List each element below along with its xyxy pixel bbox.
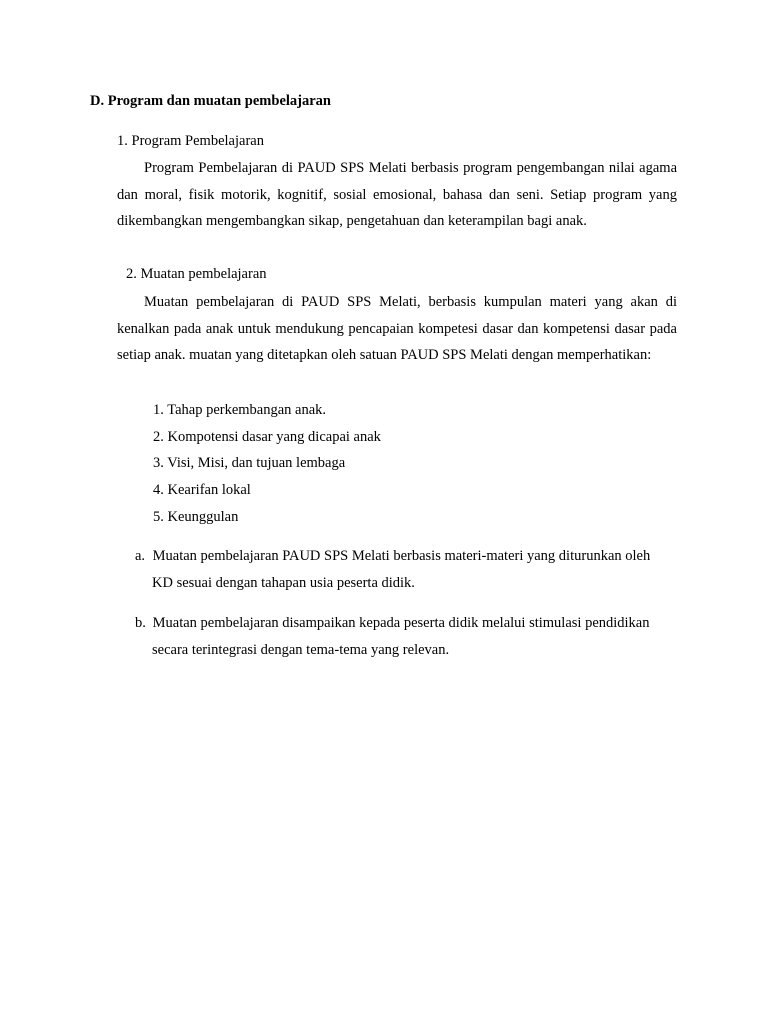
note-b bbox=[135, 610, 677, 663]
section-heading: D. Program dan muatan pembelajaran bbox=[90, 93, 331, 109]
list-item: 3. Visi, Misi, dan tujuan lembaga bbox=[153, 455, 346, 472]
note-marker: b. bbox=[135, 615, 146, 631]
paragraph-program: Program Pembelajaran di PAUD SPS Melati berbasis program pengembangan nilai agama dan moral, fisik motorik, kognitif, sosial emosional, bahasa dan seni. Setiap program yang dikembangkan mengembangkan sikap, pengetahuan dan keterampilan bagi anak. bbox=[117, 160, 677, 230]
note-marker: a. bbox=[135, 548, 146, 564]
note-a bbox=[135, 543, 677, 596]
list-item: 2. Kompotensi dasar yang dicapai anak bbox=[153, 428, 381, 445]
list-item: 5. Keunggulan bbox=[153, 508, 239, 525]
list-item: 4. Kearifan lokal bbox=[153, 482, 251, 499]
note-line-continued: KD sesuai dengan tahapan usia peserta didik. bbox=[152, 574, 415, 591]
note-line-continued: secara terintegrasi dengan tema-tema yang relevan. bbox=[152, 641, 450, 658]
paragraph-muatan: Muatan pembelajaran di PAUD SPS Melati, berbasis kumpulan materi yang akan di kenalkan pada anak untuk mendukung pencapaian kompetesi dasar dan kompetensi dasar pada setiap anak. muatan yang ditetapkan oleh satuan PAUD SPS Melati dengan memperhatikan: bbox=[117, 294, 677, 364]
note-line: Muatan pembelajaran disampaikan kepada peserta didik melalui stimulasi pendidikan bbox=[152, 615, 650, 631]
note-line: Muatan pembelajaran PAUD SPS Melati berbasis materi-materi yang diturunkan oleh bbox=[152, 548, 651, 564]
item-title-muatan: 2. Muatan pembelajaran bbox=[126, 266, 267, 282]
list-item: 1. Tahap perkembangan anak. bbox=[153, 402, 327, 418]
considerations-list bbox=[153, 397, 381, 530]
item-title-program: 1. Program Pembelajaran bbox=[117, 133, 264, 149]
